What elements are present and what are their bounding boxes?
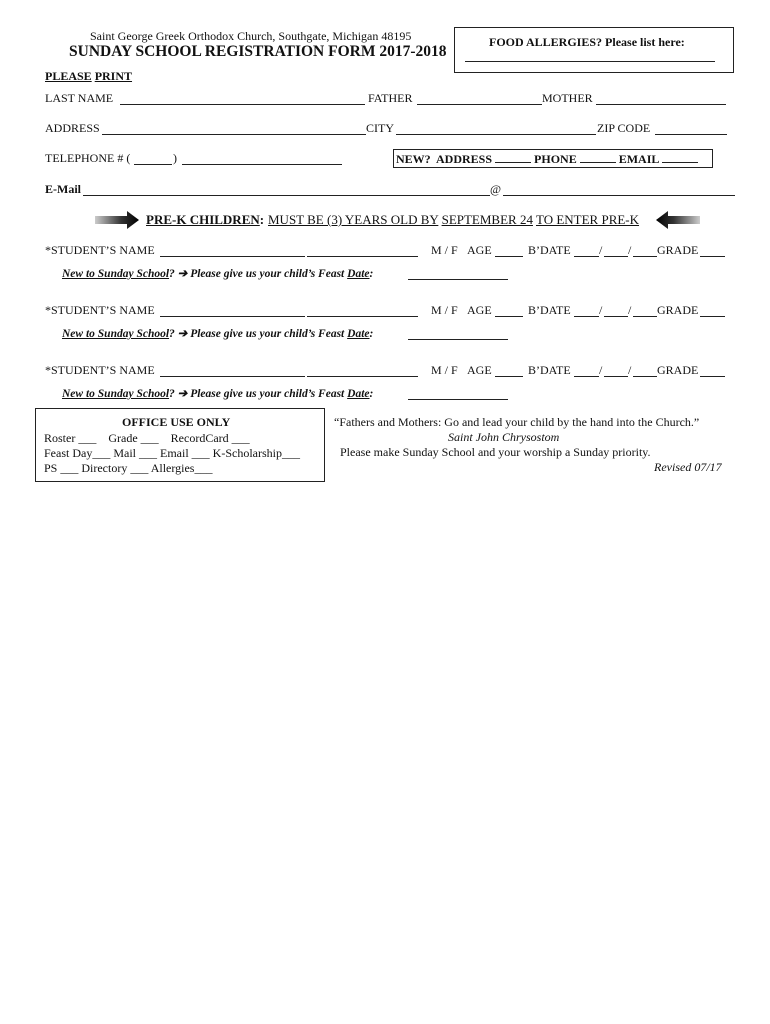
- bdate-day-field[interactable]: [604, 316, 628, 317]
- mother-label: MOTHER: [542, 91, 593, 105]
- email-label: E-Mail: [45, 182, 81, 196]
- gender-label: M / F: [431, 303, 458, 317]
- office-use-box: [35, 408, 325, 482]
- feast-date-field[interactable]: [408, 399, 508, 400]
- student-first-name-field[interactable]: [160, 256, 305, 257]
- new-info-text: NEW? ADDRESS PHONE EMAIL: [396, 152, 698, 167]
- address-field[interactable]: [102, 134, 366, 135]
- bdate-year-field[interactable]: [633, 376, 657, 377]
- gender-label: M / F: [431, 363, 458, 377]
- bdate-label: B’DATE: [528, 363, 571, 377]
- grade-label: GRADE: [657, 363, 699, 377]
- student-last-name-field[interactable]: [307, 256, 418, 257]
- bdate-day-field[interactable]: [604, 256, 628, 257]
- form-title: SUNDAY SCHOOL REGISTRATION FORM 2017-2018: [69, 43, 447, 60]
- bdate-month-field[interactable]: [574, 376, 599, 377]
- quote-author: Saint John Chrysostom: [448, 430, 560, 444]
- email-user-field[interactable]: [83, 195, 490, 196]
- food-allergies-label: FOOD ALLERGIES? Please list here:: [489, 35, 685, 49]
- last-name-field[interactable]: [120, 104, 365, 105]
- prek-notice: PRE-K CHILDREN:: [146, 212, 265, 227]
- church-name: Saint George Greek Orthodox Church, Southgate, Michigan 48195: [90, 29, 412, 43]
- email-at: @: [490, 182, 502, 196]
- feast-day-note: New to Sunday School? ➔ Please give us your child’s Feast Date:: [62, 388, 374, 400]
- prek-notice-rest: MUST BE (3) YEARS OLD BY SEPTEMBER 24 TO ENTER PRE-K: [268, 212, 640, 227]
- student-last-name-field[interactable]: [307, 376, 418, 377]
- student-last-name-field[interactable]: [307, 316, 418, 317]
- telephone-paren: ): [173, 151, 177, 165]
- gender-label: M / F: [431, 243, 458, 257]
- please-print: PLEASE PRINT: [45, 69, 133, 83]
- area-code-field[interactable]: [134, 164, 172, 165]
- bdate-slash: /: [599, 363, 603, 377]
- student-first-name-field[interactable]: [160, 376, 305, 377]
- grade-field[interactable]: [700, 376, 725, 377]
- age-field[interactable]: [495, 376, 523, 377]
- bdate-slash: /: [599, 243, 603, 257]
- city-field[interactable]: [396, 134, 596, 135]
- bdate-slash: /: [599, 303, 603, 317]
- bdate-slash: /: [628, 303, 632, 317]
- age-label: AGE: [467, 363, 492, 377]
- father-label: FATHER: [368, 91, 413, 105]
- office-use-title: OFFICE USE ONLY: [122, 415, 231, 429]
- quote-text: “Fathers and Mothers: Go and lead your child by the hand into the Church.”: [334, 415, 700, 429]
- food-allergies-box: [454, 27, 734, 73]
- office-row-2: Feast Day___ Mail ___ Email ___ K-Scholarship___: [44, 446, 300, 460]
- student-name-label: *STUDENT’S NAME: [45, 303, 155, 317]
- bdate-slash: /: [628, 243, 632, 257]
- office-row-1: Roster ___ Grade ___ RecordCard ___: [44, 431, 250, 445]
- bdate-year-field[interactable]: [633, 256, 657, 257]
- email-domain-field[interactable]: [503, 195, 735, 196]
- student-first-name-field[interactable]: [160, 316, 305, 317]
- revised-date: Revised 07/17: [654, 460, 722, 474]
- age-field[interactable]: [495, 256, 523, 257]
- feast-day-note: New to Sunday School? ➔ Please give us your child’s Feast Date:: [62, 328, 374, 340]
- right-arrow-icon: [93, 209, 141, 231]
- last-name-label: LAST NAME: [45, 91, 114, 105]
- feast-date-field[interactable]: [408, 339, 508, 340]
- telephone-label: TELEPHONE # (: [45, 151, 131, 165]
- zip-label: ZIP CODE: [597, 121, 651, 135]
- bdate-label: B’DATE: [528, 303, 571, 317]
- zip-field[interactable]: [655, 134, 727, 135]
- bdate-month-field[interactable]: [574, 256, 599, 257]
- bdate-slash: /: [628, 363, 632, 377]
- city-label: CITY: [366, 121, 394, 135]
- new-info-box: [393, 149, 713, 168]
- age-field[interactable]: [495, 316, 523, 317]
- student-name-label: *STUDENT’S NAME: [45, 363, 155, 377]
- telephone-field[interactable]: [182, 164, 342, 165]
- feast-day-note: New to Sunday School? ➔ Please give us your child’s Feast Date:: [62, 268, 374, 280]
- bdate-label: B’DATE: [528, 243, 571, 257]
- feast-date-field[interactable]: [408, 279, 508, 280]
- address-label: ADDRESS: [45, 121, 100, 135]
- grade-field[interactable]: [700, 256, 725, 257]
- food-allergies-field[interactable]: [465, 61, 715, 62]
- age-label: AGE: [467, 243, 492, 257]
- student-name-label: *STUDENT’S NAME: [45, 243, 155, 257]
- father-field[interactable]: [417, 104, 542, 105]
- age-label: AGE: [467, 303, 492, 317]
- office-row-3: PS ___ Directory ___ Allergies___: [44, 461, 213, 475]
- mother-field[interactable]: [596, 104, 726, 105]
- bdate-year-field[interactable]: [633, 316, 657, 317]
- grade-label: GRADE: [657, 243, 699, 257]
- bdate-month-field[interactable]: [574, 316, 599, 317]
- grade-field[interactable]: [700, 316, 725, 317]
- grade-label: GRADE: [657, 303, 699, 317]
- left-arrow-icon: [652, 209, 702, 231]
- priority-text: Please make Sunday School and your worship a Sunday priority.: [340, 445, 651, 459]
- bdate-day-field[interactable]: [604, 376, 628, 377]
